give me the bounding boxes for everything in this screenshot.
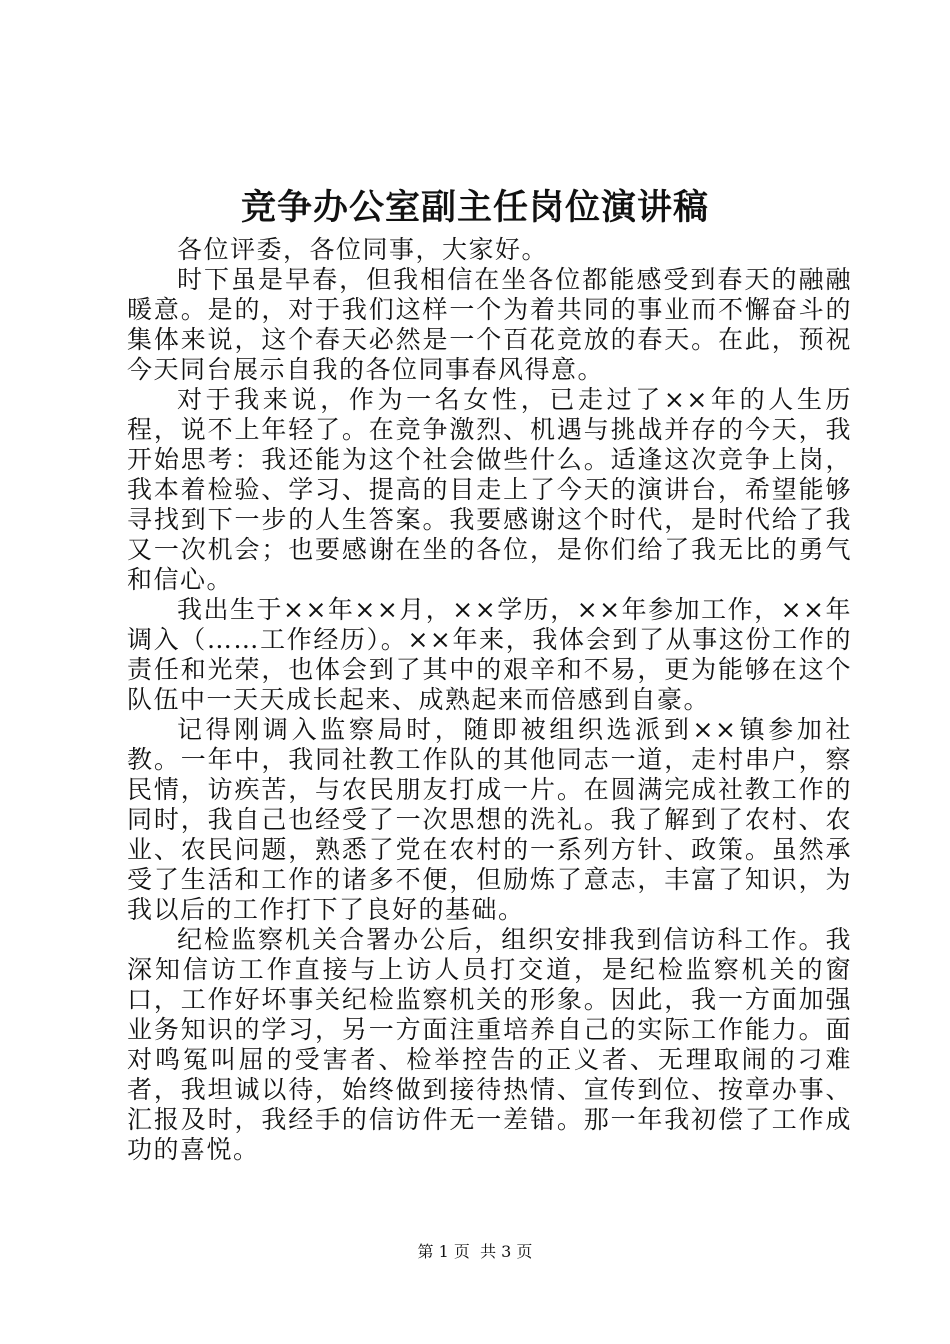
paragraph-greeting: 各位评委，各位同事，大家好。 (177, 235, 549, 264)
paragraph-social-education: 记得刚调入监察局时，随即被组织选派到××镇参加社教。一年中，我同社教工作队的其他同志一道，走村串户，察民情，访疾苦，与农民朋友打成一片。在圆满完成社教工作的同时，我自己也经受了一次思想的洗礼。我了解到了农村、农业、农民问题，熟悉了党在农村的一系列方针、政策。虽然承受了生活和工作的诸多不便，但励炼了意志，丰富了知识，为我以后的工作打下了良好的基础。 (127, 715, 852, 924)
page-number: 第 1 页 共 3 页 (417, 1242, 533, 1261)
document-title: 竞争办公室副主任岗位演讲稿 (240, 187, 709, 228)
paragraph-background: 我出生于××年××月，××学历，××年参加工作，××年调入（……工作经历）。××年来，我体会到了从事这份工作的责任和光荣，也体会到了其中的艰辛和不易，更为能够在这个队伍中一天天成长起来、成熟起来而倍感到自豪。 (127, 595, 852, 714)
document-body (127, 235, 852, 1165)
page-footer (0, 1241, 950, 1263)
paragraph-petition-work: 纪检监察机关合署办公后，组织安排我到信访科工作。我深知信访工作直接与上访人员打交道，是纪检监察机关的窗口，工作好坏事关纪检监察机关的形象。因此，我一方面加强业务知识的学习，另一方面注重培养自己的实际工作能力。面对鸣冤叫屈的受害者、检举控告的正义者、无理取闹的刁难者，我坦诚以待，始终做到接待热情、宣传到位、按章办事、汇报及时，我经手的信访件无一差错。那一年我初偿了工作成功的喜悦。 (127, 925, 852, 1164)
paragraph-self-intro: 对于我来说，作为一名女性，已走过了××年的人生历程，说不上年轻了。在竞争激烈、机遇与挑战并存的今天，我开始思考：我还能为这个社会做些什么。适逢这次竞争上岗，我本着检验、学习、提高的目走上了今天的演讲台，希望能够寻找到下一步的人生答案。我要感谢这个时代，是时代给了我又一次机会；也要感谢在坐的各位，是你们给了我无比的勇气和信心。 (127, 385, 852, 594)
paragraph-spring: 时下虽是早春，但我相信在坐各位都能感受到春天的融融暖意。是的，对于我们这样一个为着共同的事业而不懈奋斗的集体来说，这个春天必然是一个百花竞放的春天。在此，预祝今天同台展示自我的各位同事春风得意。 (127, 265, 852, 384)
